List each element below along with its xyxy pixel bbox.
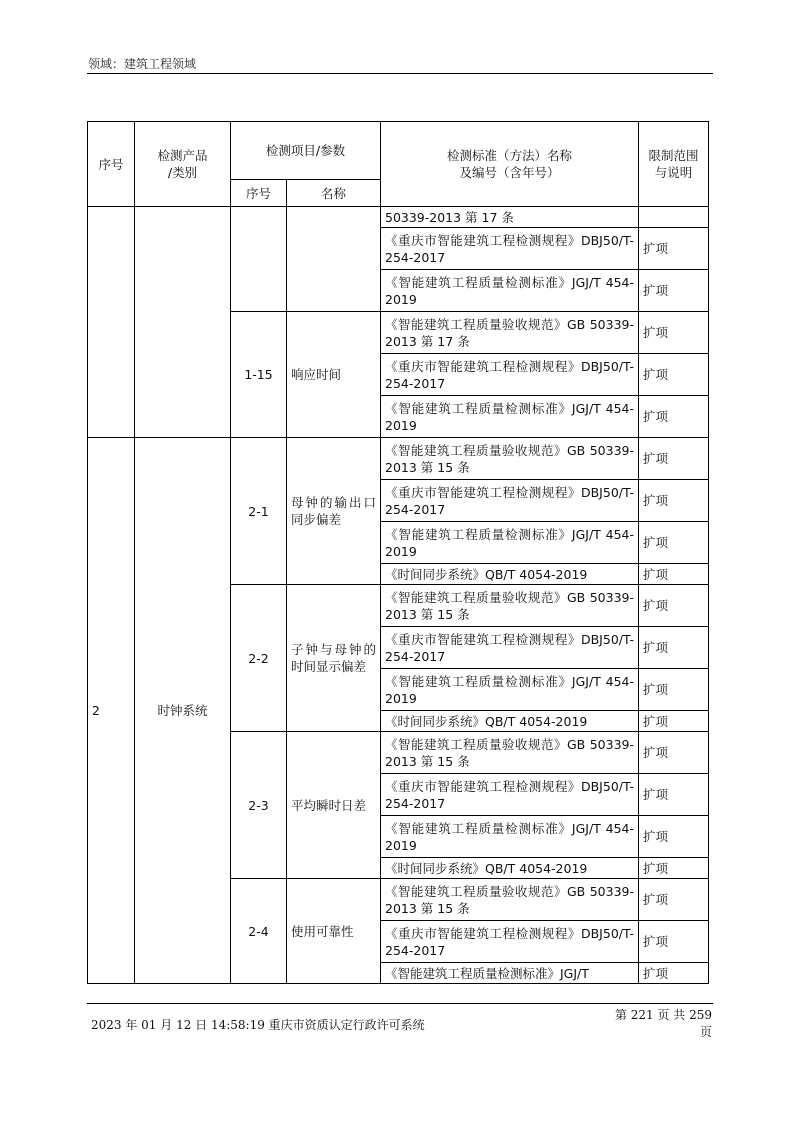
header-item-group: 检测项目/参数 — [231, 122, 381, 180]
limit-cell: 扩项 — [639, 627, 709, 669]
header-limit: 限制范围 与说明 — [639, 122, 709, 207]
standard-cell: 《智能建筑工程质量验收规范》GB 50339-2013 第 17 条 — [381, 312, 639, 354]
header-seq: 序号 — [88, 122, 135, 207]
limit-cell: 扩项 — [639, 438, 709, 480]
standard-cell: 《重庆市智能建筑工程检测规程》DBJ50/T-254-2017 — [381, 354, 639, 396]
item-seq-cell: 2-4 — [231, 879, 287, 984]
group-category-cell: 时钟系统 — [135, 438, 231, 984]
standard-cell: 50339-2013 第 17 条 — [381, 207, 639, 228]
standard-cell: 《智能建筑工程质量验收规范》GB 50339-2013 第 15 条 — [381, 438, 639, 480]
limit-cell — [639, 207, 709, 228]
limit-cell: 扩项 — [639, 312, 709, 354]
item-seq-cell: 2-3 — [231, 732, 287, 879]
standard-cell: 《重庆市智能建筑工程检测规程》DBJ50/T-254-2017 — [381, 480, 639, 522]
item-seq-cell-continued — [231, 207, 287, 312]
limit-cell: 扩项 — [639, 669, 709, 711]
limit-cell: 扩项 — [639, 585, 709, 627]
header-standard: 检测标准（方法）名称 及编号（含年号） — [381, 122, 639, 207]
footer-page-number: 第 221 页 共 259 页 — [614, 1008, 712, 1039]
item-name-cell: 子钟与母钟的时间显示偏差 — [287, 585, 381, 732]
standard-cell: 《智能建筑工程质量检测标准》JGJ/T 454-2019 — [381, 816, 639, 858]
standard-cell: 《智能建筑工程质量检测标准》JGJ/T 454-2019 — [381, 270, 639, 312]
header-item-seq: 序号 — [231, 180, 287, 207]
limit-cell: 扩项 — [639, 774, 709, 816]
standard-cell: 《智能建筑工程质量检测标准》JGJ/T 454-2019 — [381, 522, 639, 564]
table-row — [88, 207, 709, 228]
header-item-name: 名称 — [287, 180, 381, 207]
limit-cell: 扩项 — [639, 963, 709, 984]
item-name-cell-continued — [287, 207, 381, 312]
standard-cell: 《重庆市智能建筑工程检测规程》DBJ50/T-254-2017 — [381, 921, 639, 963]
limit-cell: 扩项 — [639, 732, 709, 774]
limit-cell: 扩项 — [639, 564, 709, 585]
limit-cell: 扩项 — [639, 921, 709, 963]
item-name-cell: 使用可靠性 — [287, 879, 381, 984]
standard-cell: 《智能建筑工程质量验收规范》GB 50339-2013 第 15 条 — [381, 879, 639, 921]
group-seq-cell: 2 — [88, 438, 135, 984]
standard-cell: 《时间同步系统》QB/T 4054-2019 — [381, 858, 639, 879]
footer-timestamp: 2023 年 01 月 12 日 14:58:19 重庆市资质认定行政许可系统 — [91, 1018, 425, 1032]
limit-cell: 扩项 — [639, 711, 709, 732]
item-seq-cell: 2-1 — [231, 438, 287, 585]
standard-cell: 《重庆市智能建筑工程检测规程》DBJ50/T-254-2017 — [381, 627, 639, 669]
header-divider — [87, 73, 713, 74]
table-row — [88, 438, 709, 480]
seq-cell-continued — [88, 207, 135, 438]
limit-cell: 扩项 — [639, 270, 709, 312]
standard-cell: 《重庆市智能建筑工程检测规程》DBJ50/T-254-2017 — [381, 228, 639, 270]
limit-cell: 扩项 — [639, 354, 709, 396]
limit-cell: 扩项 — [639, 228, 709, 270]
standard-cell: 《智能建筑工程质量验收规范》GB 50339-2013 第 15 条 — [381, 732, 639, 774]
limit-cell: 扩项 — [639, 858, 709, 879]
standard-cell: 《时间同步系统》QB/T 4054-2019 — [381, 711, 639, 732]
standard-cell: 《重庆市智能建筑工程检测规程》DBJ50/T-254-2017 — [381, 774, 639, 816]
limit-cell: 扩项 — [639, 522, 709, 564]
item-name-cell: 响应时间 — [287, 312, 381, 438]
standard-cell: 《智能建筑工程质量检测标准》JGJ/T 454-2019 — [381, 669, 639, 711]
limit-cell: 扩项 — [639, 879, 709, 921]
standard-cell: 《智能建筑工程质量检测标准》JGJ/T 454-2019 — [381, 396, 639, 438]
item-seq-cell: 1-15 — [231, 312, 287, 438]
standard-cell: 《智能建筑工程质量检测标准》JGJ/T — [381, 963, 639, 984]
footer-divider — [87, 1003, 713, 1004]
item-seq-cell: 2-2 — [231, 585, 287, 732]
standard-cell: 《智能建筑工程质量验收规范》GB 50339-2013 第 15 条 — [381, 585, 639, 627]
inspection-standards-table — [87, 121, 709, 984]
item-name-cell: 平均瞬时日差 — [287, 732, 381, 879]
limit-cell: 扩项 — [639, 480, 709, 522]
header-category: 检测产品 /类别 — [135, 122, 231, 207]
limit-cell: 扩项 — [639, 816, 709, 858]
standard-cell: 《时间同步系统》QB/T 4054-2019 — [381, 564, 639, 585]
header-domain: 领域：建筑工程领域 — [88, 57, 197, 71]
category-cell-continued — [135, 207, 231, 438]
limit-cell: 扩项 — [639, 396, 709, 438]
item-name-cell: 母钟的输出口同步偏差 — [287, 438, 381, 585]
